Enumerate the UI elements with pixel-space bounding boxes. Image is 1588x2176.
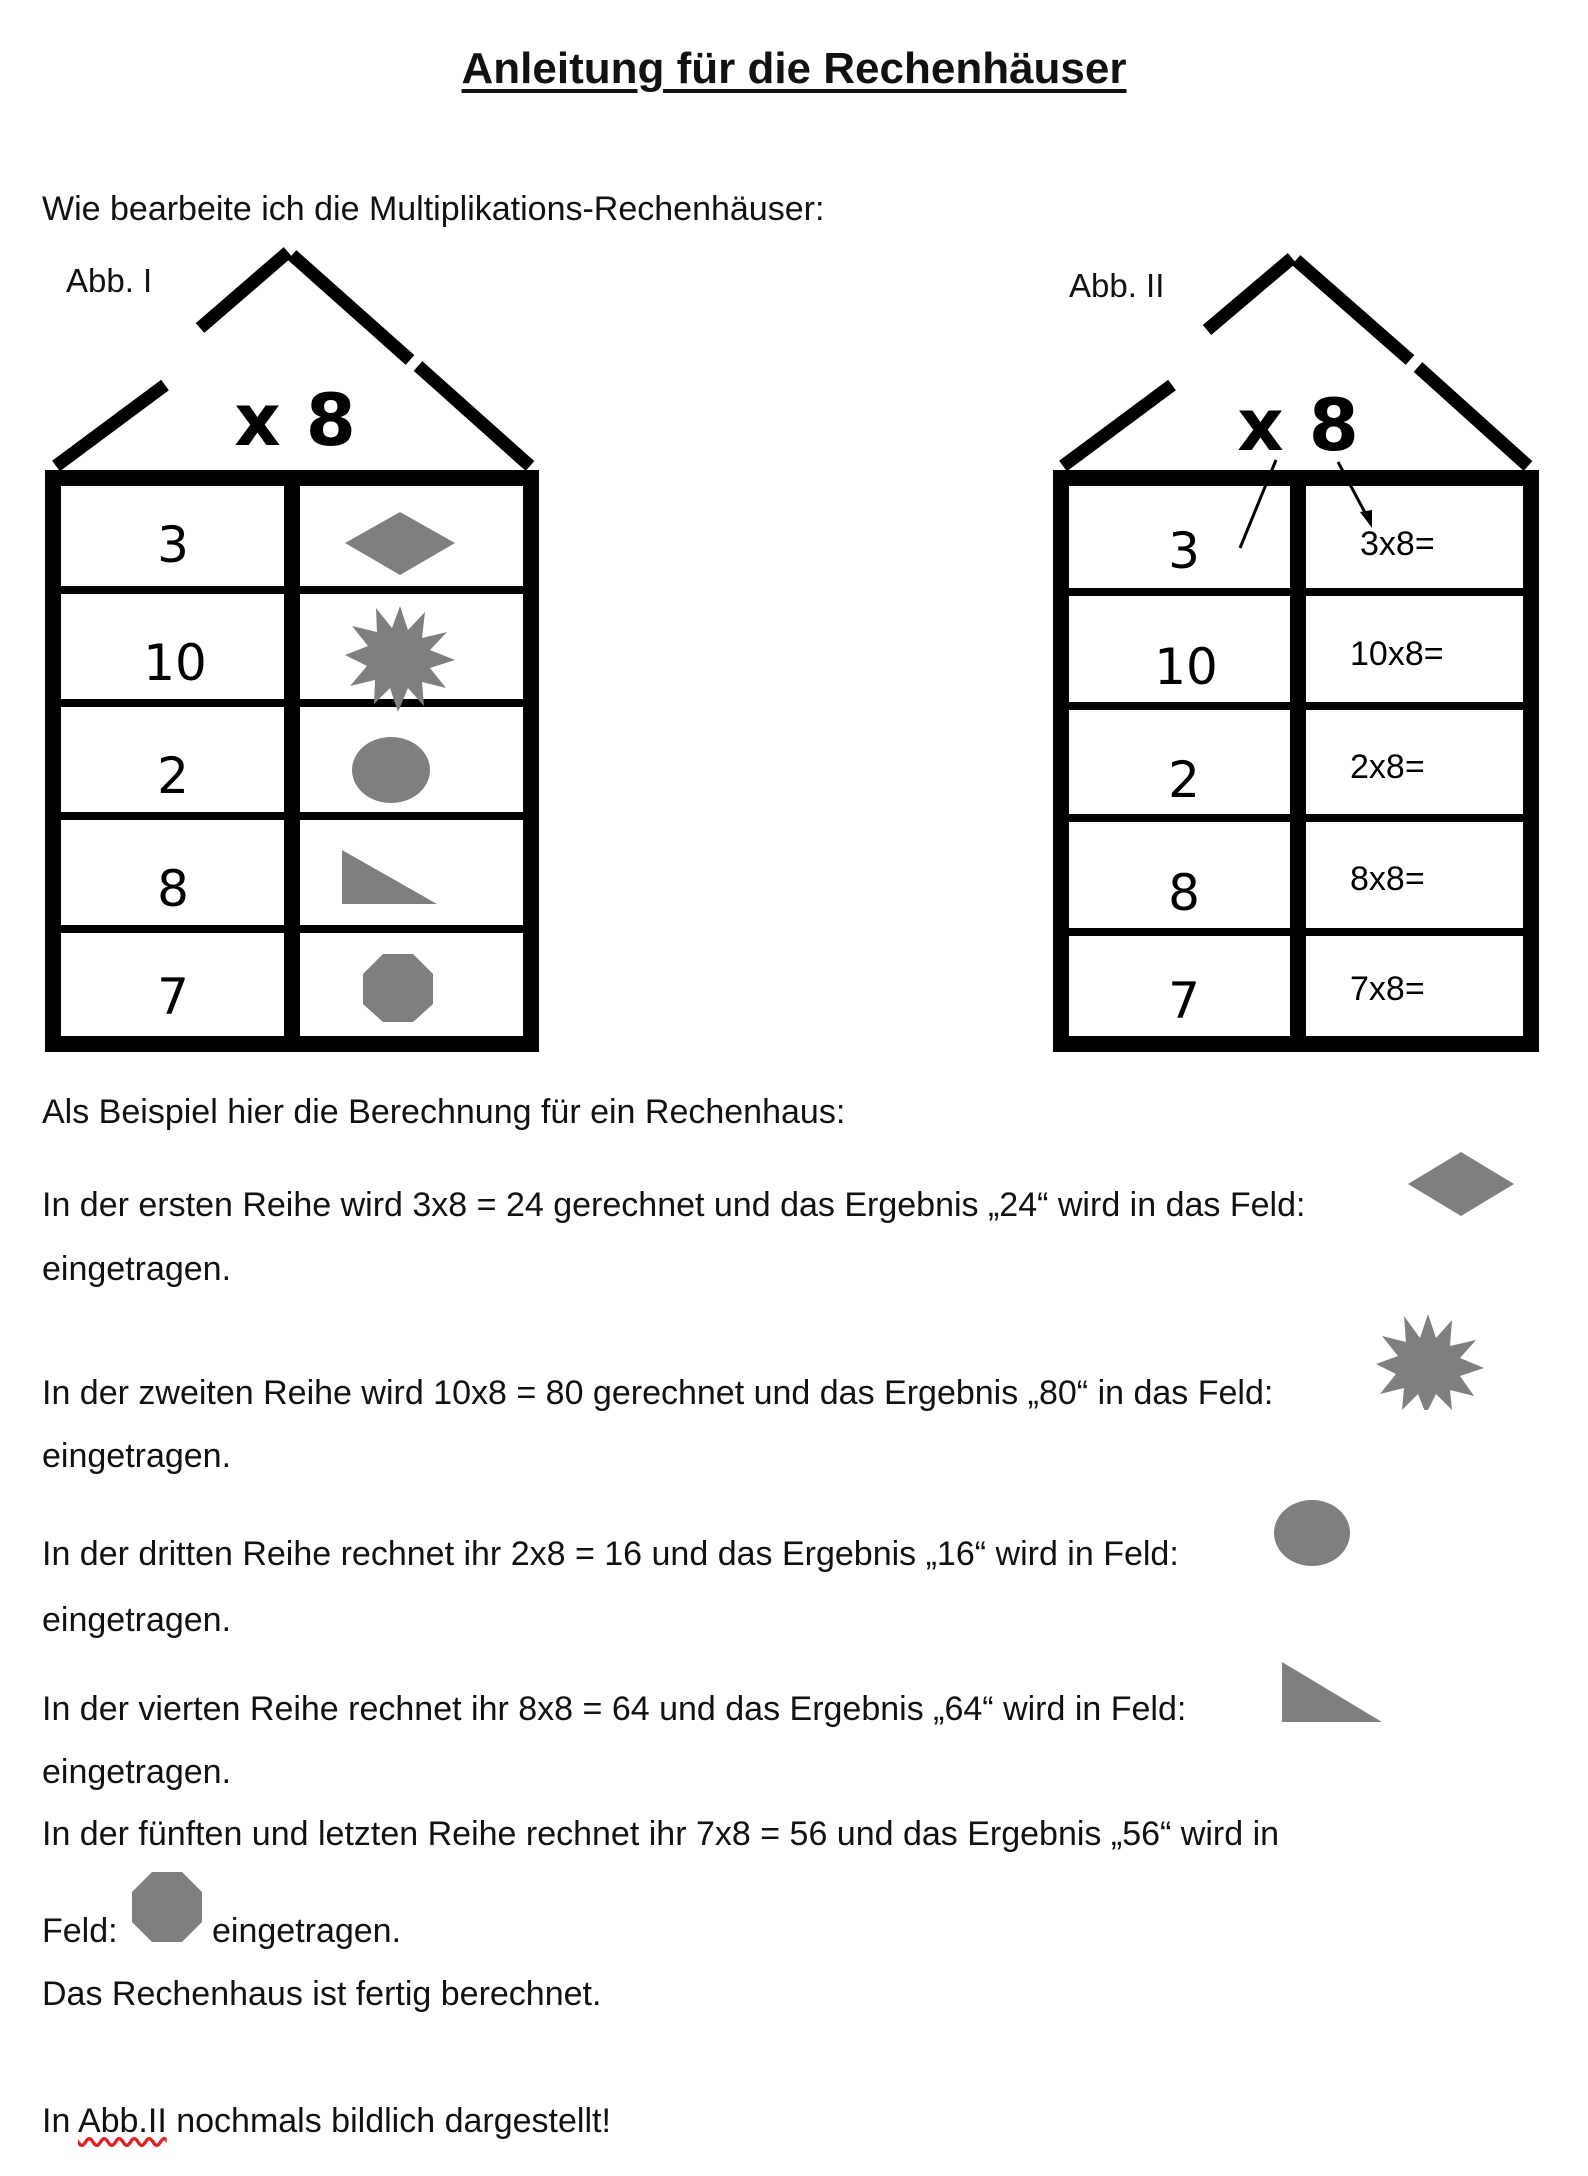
house-abb2-row1-calc: 3x8= xyxy=(1360,525,1435,563)
paragraph-row3-end: eingetragen. xyxy=(42,1601,232,1639)
house-abb1-row4-number: 8 xyxy=(157,860,189,918)
paragraph-row2-end: eingetragen. xyxy=(42,1437,232,1475)
house-abb2-row2-number: 10 xyxy=(1154,638,1218,696)
reference-suffix: nochmals bildlich dargestellt! xyxy=(166,2102,611,2140)
house-abb1-row1-number: 3 xyxy=(157,516,189,574)
house-abb1-row5-number: 7 xyxy=(157,968,189,1026)
house-abb2-row5-calc: 7x8= xyxy=(1350,970,1425,1008)
paragraph-reference xyxy=(42,2102,611,2141)
paragraph-row1-end: eingetragen. xyxy=(42,1250,232,1288)
house-abb1-row3-number: 2 xyxy=(157,747,189,805)
reference-prefix: In xyxy=(42,2102,78,2140)
paragraph-row2: In der zweiten Reihe wird 10x8 = 80 gerechnet und das Ergebnis „80“ in das Feld: xyxy=(42,1374,1274,1412)
house-abb2-row3-number: 2 xyxy=(1168,751,1200,809)
reference-abb: Abb.II xyxy=(77,2102,167,2140)
house-abb2-grid xyxy=(1061,478,1531,1044)
triangle-icon xyxy=(1282,1662,1382,1722)
paragraph-row1: In der ersten Reihe wird 3x8 = 24 gerechnet und das Ergebnis „24“ wird in das Feld: xyxy=(42,1186,1306,1224)
intro-text: Wie bearbeite ich die Multiplikations-Rechenhäuser: xyxy=(42,190,825,228)
figure-label-abb2: Abb. II xyxy=(1069,267,1165,304)
house-abb1-row2-number: 10 xyxy=(143,634,207,692)
house-abb1-factor: x 8 xyxy=(234,378,356,462)
paragraph-row5-field-label: Feld: xyxy=(42,1912,118,1950)
diamond-icon xyxy=(1408,1152,1514,1216)
paragraph-finished: Das Rechenhaus ist fertig berechnet. xyxy=(42,1975,602,2013)
paragraph-row4: In der vierten Reihe rechnet ihr 8x8 = 64 und das Ergebnis „64“ wird in Feld: xyxy=(42,1690,1187,1728)
example-heading: Als Beispiel hier die Berechnung für ein Rechenhaus: xyxy=(42,1093,846,1131)
figure-label-abb1: Abb. I xyxy=(66,262,153,299)
house-abb2-row1-number: 3 xyxy=(1168,522,1200,580)
house-abb2-factor: x 8 xyxy=(1237,383,1359,467)
house-abb2-row2-calc: 10x8= xyxy=(1350,635,1444,673)
house-abb2-row4-calc: 8x8= xyxy=(1350,860,1425,898)
page-title: Anleitung für die Rechenhäuser xyxy=(461,44,1127,93)
house-abb2-row5-number: 7 xyxy=(1168,972,1200,1030)
paragraph-row3: In der dritten Reihe rechnet ihr 2x8 = 16 und das Ergebnis „16“ wird in Feld: xyxy=(42,1535,1179,1573)
paragraph-row5-end: eingetragen. xyxy=(212,1912,402,1950)
paragraph-row5: In der fünften und letzten Reihe rechnet ihr 7x8 = 56 und das Ergebnis „56“ wird in xyxy=(42,1815,1280,1853)
octagon-icon xyxy=(132,1872,202,1942)
paragraph-row4-end: eingetragen. xyxy=(42,1753,232,1791)
house-abb2-row3-calc: 2x8= xyxy=(1350,748,1425,786)
house-abb2-row4-number: 8 xyxy=(1168,864,1200,922)
star-burst-icon xyxy=(1376,1314,1484,1410)
circle-icon xyxy=(1274,1500,1350,1566)
